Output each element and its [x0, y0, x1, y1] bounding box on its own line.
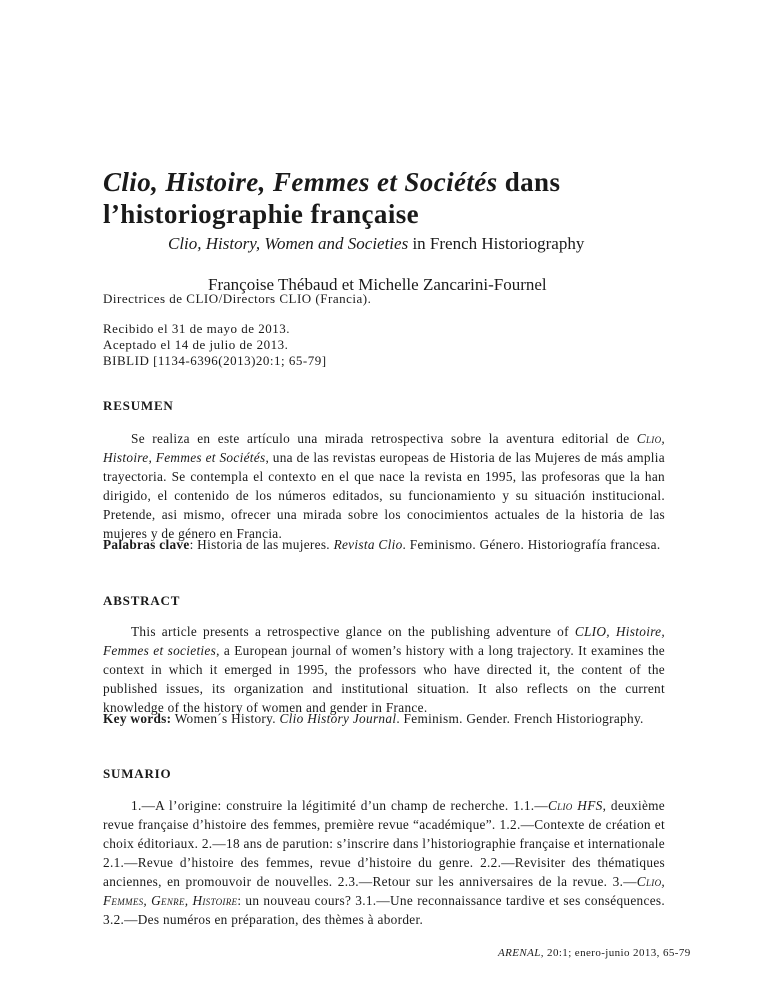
sumario-heading: SUMARIO [103, 766, 172, 781]
authors: Françoise Thébaud et Michelle Zancarini-Fournel [208, 275, 547, 294]
abstract-keywords-label: Key words: [103, 711, 172, 726]
sumario-text-c: : un nouveau cours? 3.1.—Une reconnaissance tardive et ses conséquences. 3.2.—Des numéros en préparation, des thèmes à aborder. [103, 893, 665, 927]
title-rest: dans [497, 167, 561, 197]
sumario-clio1: Clio HFS [548, 798, 603, 813]
resumen-keywords-label: Palabras clave [103, 537, 190, 552]
accepted-date: Aceptado el 14 de julio de 2013. [103, 337, 289, 352]
abstract-text-a: This article presents a retrospective glance on the publishing adventure of [131, 624, 575, 639]
sumario-clio2: Clio, Femmes, Genre, Histoire [103, 874, 665, 908]
resumen-clio: Clio, [636, 431, 665, 446]
sumario-text-a: 1.—A l’origine: construire la légitimité d’un champ de recherche. 1.1.— [131, 798, 548, 813]
resumen-keywords-b: . Feminismo. Género. Historiografía francesa. [402, 537, 661, 552]
abstract-text-b: , a European journal of women’s history with a long trajectory. It examines the context in which it emerged in 1995, the professors who have directed it, the content of the published issues, its organization and institutional situation. It also reflects on the current knowledge of the history of women and gender in France. [103, 643, 665, 715]
footer-issue: 20:1; enero-junio 2013, 65-79 [543, 947, 691, 959]
resumen-text-a: Se realiza en este artículo una mirada retrospectiva sobre la aventura editorial de [131, 431, 637, 446]
sumario-text-b: , deuxième revue française d’histoire des femmes, première revue “académique”. 1.2.—Contexte de création et choix éditoriaux. 2.—18 ans de parution: s’inscrire dans l’historiographie française et internationale 2.1.—Revue d’histoire des femmes, revue d’histoire du genre. 2.2.—Revisiter des thématiques anciennes, en promouvoir de nouvelles. 2.3.—Retour sur les anniversaires de la revue. 3.— [103, 798, 665, 889]
resumen-keywords [103, 535, 665, 554]
publication-dates [103, 321, 327, 369]
affiliation: Directrices de CLIO/Directors CLIO (Francia). [103, 291, 372, 306]
biblid: BIBLID [1134-6396(2013)20:1; 65-79] [103, 353, 327, 368]
article-subtitle [168, 234, 584, 254]
abstract-keywords [103, 709, 665, 728]
sumario-text [103, 796, 665, 929]
abstract-text [103, 622, 665, 717]
title-italic: Clio, Histoire, Femmes et Sociétés [103, 167, 498, 197]
abstract-keywords-a: Women´s History. [171, 711, 280, 726]
page-footer [498, 947, 691, 959]
resumen-keywords-italic: Revista Clio [333, 537, 403, 552]
footer-journal: ARENAL, [498, 947, 544, 959]
abstract-journal: CLIO, Histoire, Femmes et societies [103, 624, 665, 658]
abstract-heading: ABSTRACT [103, 593, 181, 608]
resumen-text-c: , una de las revistas europeas de Historia de las Mujeres de más amplia trayectoria. Se contempla el contexto en el que nace la revista en 1995, las profesoras que la han dirigido, el contenido de los números editados, su funcionamiento y su situación institucional. Pretende, asi mismo, ofrecer una mirada sobre los conocimientos actuales de la historia de las mujeres y de género en Francia. [103, 450, 665, 541]
title-line2: l’historiographie française [103, 199, 420, 229]
resumen-text [103, 429, 665, 543]
resumen-journal: Histoire, Femmes et Sociétés [103, 450, 266, 465]
subtitle-italic: Clio, History, Women and Societies [168, 234, 409, 253]
subtitle-rest: in French Historiography [408, 234, 585, 253]
article-title [103, 166, 663, 230]
abstract-keywords-italic: Clio History Journal [279, 711, 397, 726]
abstract-keywords-b: . Feminism. Gender. French Historiography. [396, 711, 644, 726]
received-date: Recibido el 31 de mayo de 2013. [103, 321, 290, 336]
resumen-heading: RESUMEN [103, 398, 174, 413]
resumen-keywords-a: : Historia de las mujeres. [189, 537, 334, 552]
